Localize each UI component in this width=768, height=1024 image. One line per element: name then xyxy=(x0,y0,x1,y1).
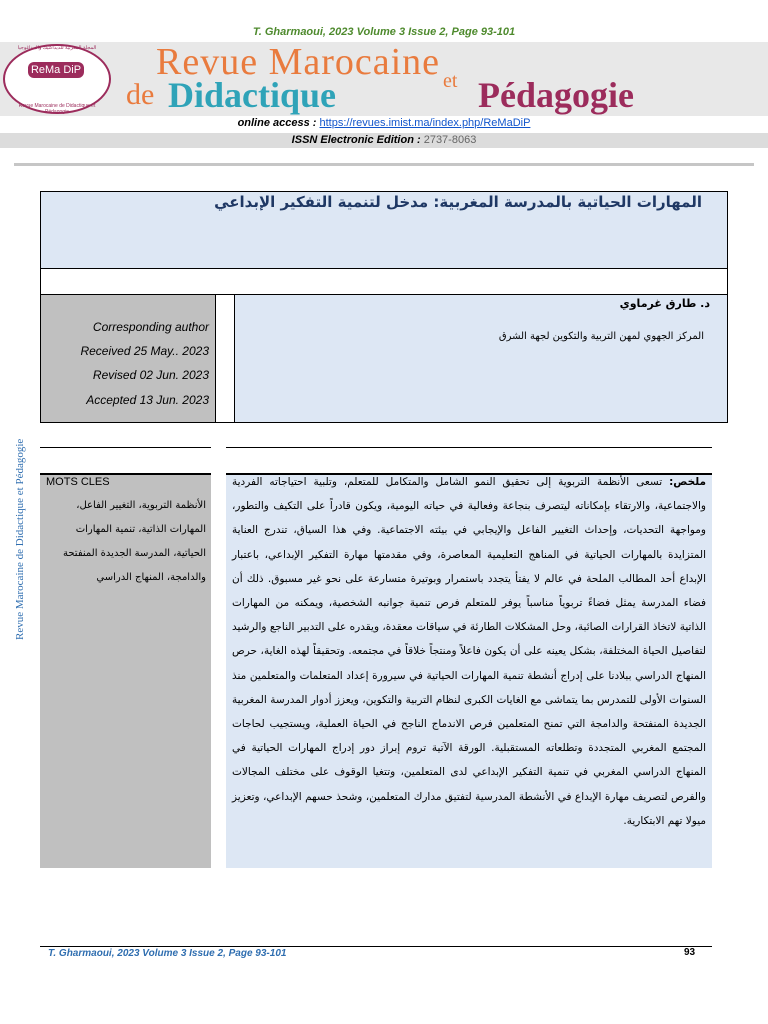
journal-title-et: et xyxy=(443,70,458,92)
title-spacer-row xyxy=(40,268,728,295)
online-access-link[interactable]: https://revues.imist.ma/index.php/ReMaDiP xyxy=(319,117,531,129)
header-divider xyxy=(14,163,754,166)
footer-rule xyxy=(40,946,712,947)
keywords-text: الأنظمة التربوية، التغيير الفاعل، المهارات الذاتية، تنمية المهارات الحياتية، المدرسة الجديدة المنفتحة والدامجة، المنهاج الدراسي xyxy=(62,500,206,583)
keywords-label: MOTS CLES xyxy=(46,476,110,488)
abstract xyxy=(232,470,706,833)
journal-title-de: de xyxy=(126,78,155,111)
keywords-top-rule xyxy=(40,473,211,475)
issn-label: ISSN Electronic Edition : xyxy=(291,134,421,146)
received-date: Received 25 May.. 2023 xyxy=(80,344,209,358)
online-access-line xyxy=(0,117,768,129)
journal-title-didactique: Didactique xyxy=(168,75,337,115)
author-name: د. طارق غرماوي xyxy=(619,297,710,310)
logo-text: ReMa DiP xyxy=(28,62,84,78)
footer-citation: T. Gharmaoui, 2023 Volume 3 Issue 2, Page 93-101 xyxy=(48,948,287,959)
article-title: المهارات الحياتية بالمدرسة المغربية: مدخل لتنمية التفكير الإبداعي xyxy=(214,193,702,211)
corresponding-author: Corresponding author xyxy=(92,320,209,334)
journal-title-line1: Revue Marocaine xyxy=(156,41,441,83)
abstract-lead: ملخص: xyxy=(669,476,706,488)
logo-ring-bottom-text: Revue Marocaine de Didactique et Pédagogie xyxy=(18,103,96,115)
journal-title-pedagogie: Pédagogie xyxy=(478,75,634,115)
sidebar-journal-name: Revue Marocaine de Didactique et Pédagogie xyxy=(14,438,26,640)
revised-date: Revised 02 Jun. 2023 xyxy=(92,368,209,382)
issn-bar xyxy=(0,133,768,148)
page-number: 93 xyxy=(684,947,696,958)
accepted-date: Accepted 13 Jun. 2023 xyxy=(86,393,209,407)
header-citation: T. Gharmaoui, 2023 Volume 3 Issue 2, Page 93-101 xyxy=(252,26,516,38)
issn-value: 2737-8063 xyxy=(423,134,477,146)
abstract-body: تسعى الأنظمة التربوية إلى تحقيق النمو الشامل والمتكامل للمتعلم، وتلبية احتياجاته الفردية والاجتماعية، والارتقاء بإمكاناته ليتصرف بنجاعة وفعالية في حياته اليومية، ويكون قادراً على التكيف والتطور، ومواجهة التحديات، وإحداث التغيير الفاعل والإيجابي في بيئته الاجتماعية. وفي هذا السياق، تندرج العناية المتزايدة بالمهارات الحياتية في المناهج التعليمية المعاصرة، وفي مقدمتها مهارة التفكير الإبداعي، باعتبار الإبداع أحد المطالب الملحة في عالم لا يفتأ يتجدد باستمرار وبوتيرة متسارعة على نحو غير مسبوق. ذلك أن فضاء المدرسة يمثل فضاءً تربوياً مناسباً يوفر للمتعلم فرص تنمية جوانبه الشخصية، ويمكنه من المهارات الذاتية لاتخاذ القرارات الصائبة، وحل المشكلات الطارئة في سياقات معقدة، ويقدره على التدبير الناجع والرشيد لتفاصيل الحياة المختلفة، بشكل يعينه على أن يكون فاعلاً ومنتجاً خلاقاً في مجتمعه. وتحقيقاً لهذه الغاية، حرص المنهاج الدراسي ببلادنا على إدراج أنشطة تنمية المهارات الحياتية في سيرورة إعداد المتعلمات والمتعلمين منذ السنوات الأولى للتمدرس بما يتماشى مع الغايات الكبرى لنظام التربية والتكوين، ويعزز أدوار المدرسة المغربية الجديدة المنفتحة والدامجة التي تمنح المتعلمين فرص الاندماج الناجح في الحياة العملية، ويستجيب لحاجات المجتمع المغربي المتجددة وتطلعاته المستقبلية. الورقة الآتية تروم إبراز دور إدراج المهارات الحياتية في المنهاج الدراسي المغربي في تنمية التفكير الإبداعي لدى المتعلمين، وتتغيا الوقوف على مختلف المجالات والفرص لتصريف مهارة الإبداع في الأنشطة المدرسية لتفتيق مدارك المتعلمين، وشحذ حسهم الإبداعي، وتعزيز ميولا تهم الابتكارية. xyxy=(232,476,706,827)
author-panel xyxy=(234,294,728,423)
divider-left xyxy=(40,447,211,448)
divider-right xyxy=(226,447,712,448)
info-divider-cell xyxy=(215,294,235,423)
online-access-label: online access : xyxy=(237,117,317,129)
logo-ring-top-text: المجلة المغربية للديداكتيك والبيداغوجيا xyxy=(17,45,97,51)
author-affiliation: المركز الجهوي لمهن التربية والتكوين لجهة الشرق xyxy=(498,331,704,342)
